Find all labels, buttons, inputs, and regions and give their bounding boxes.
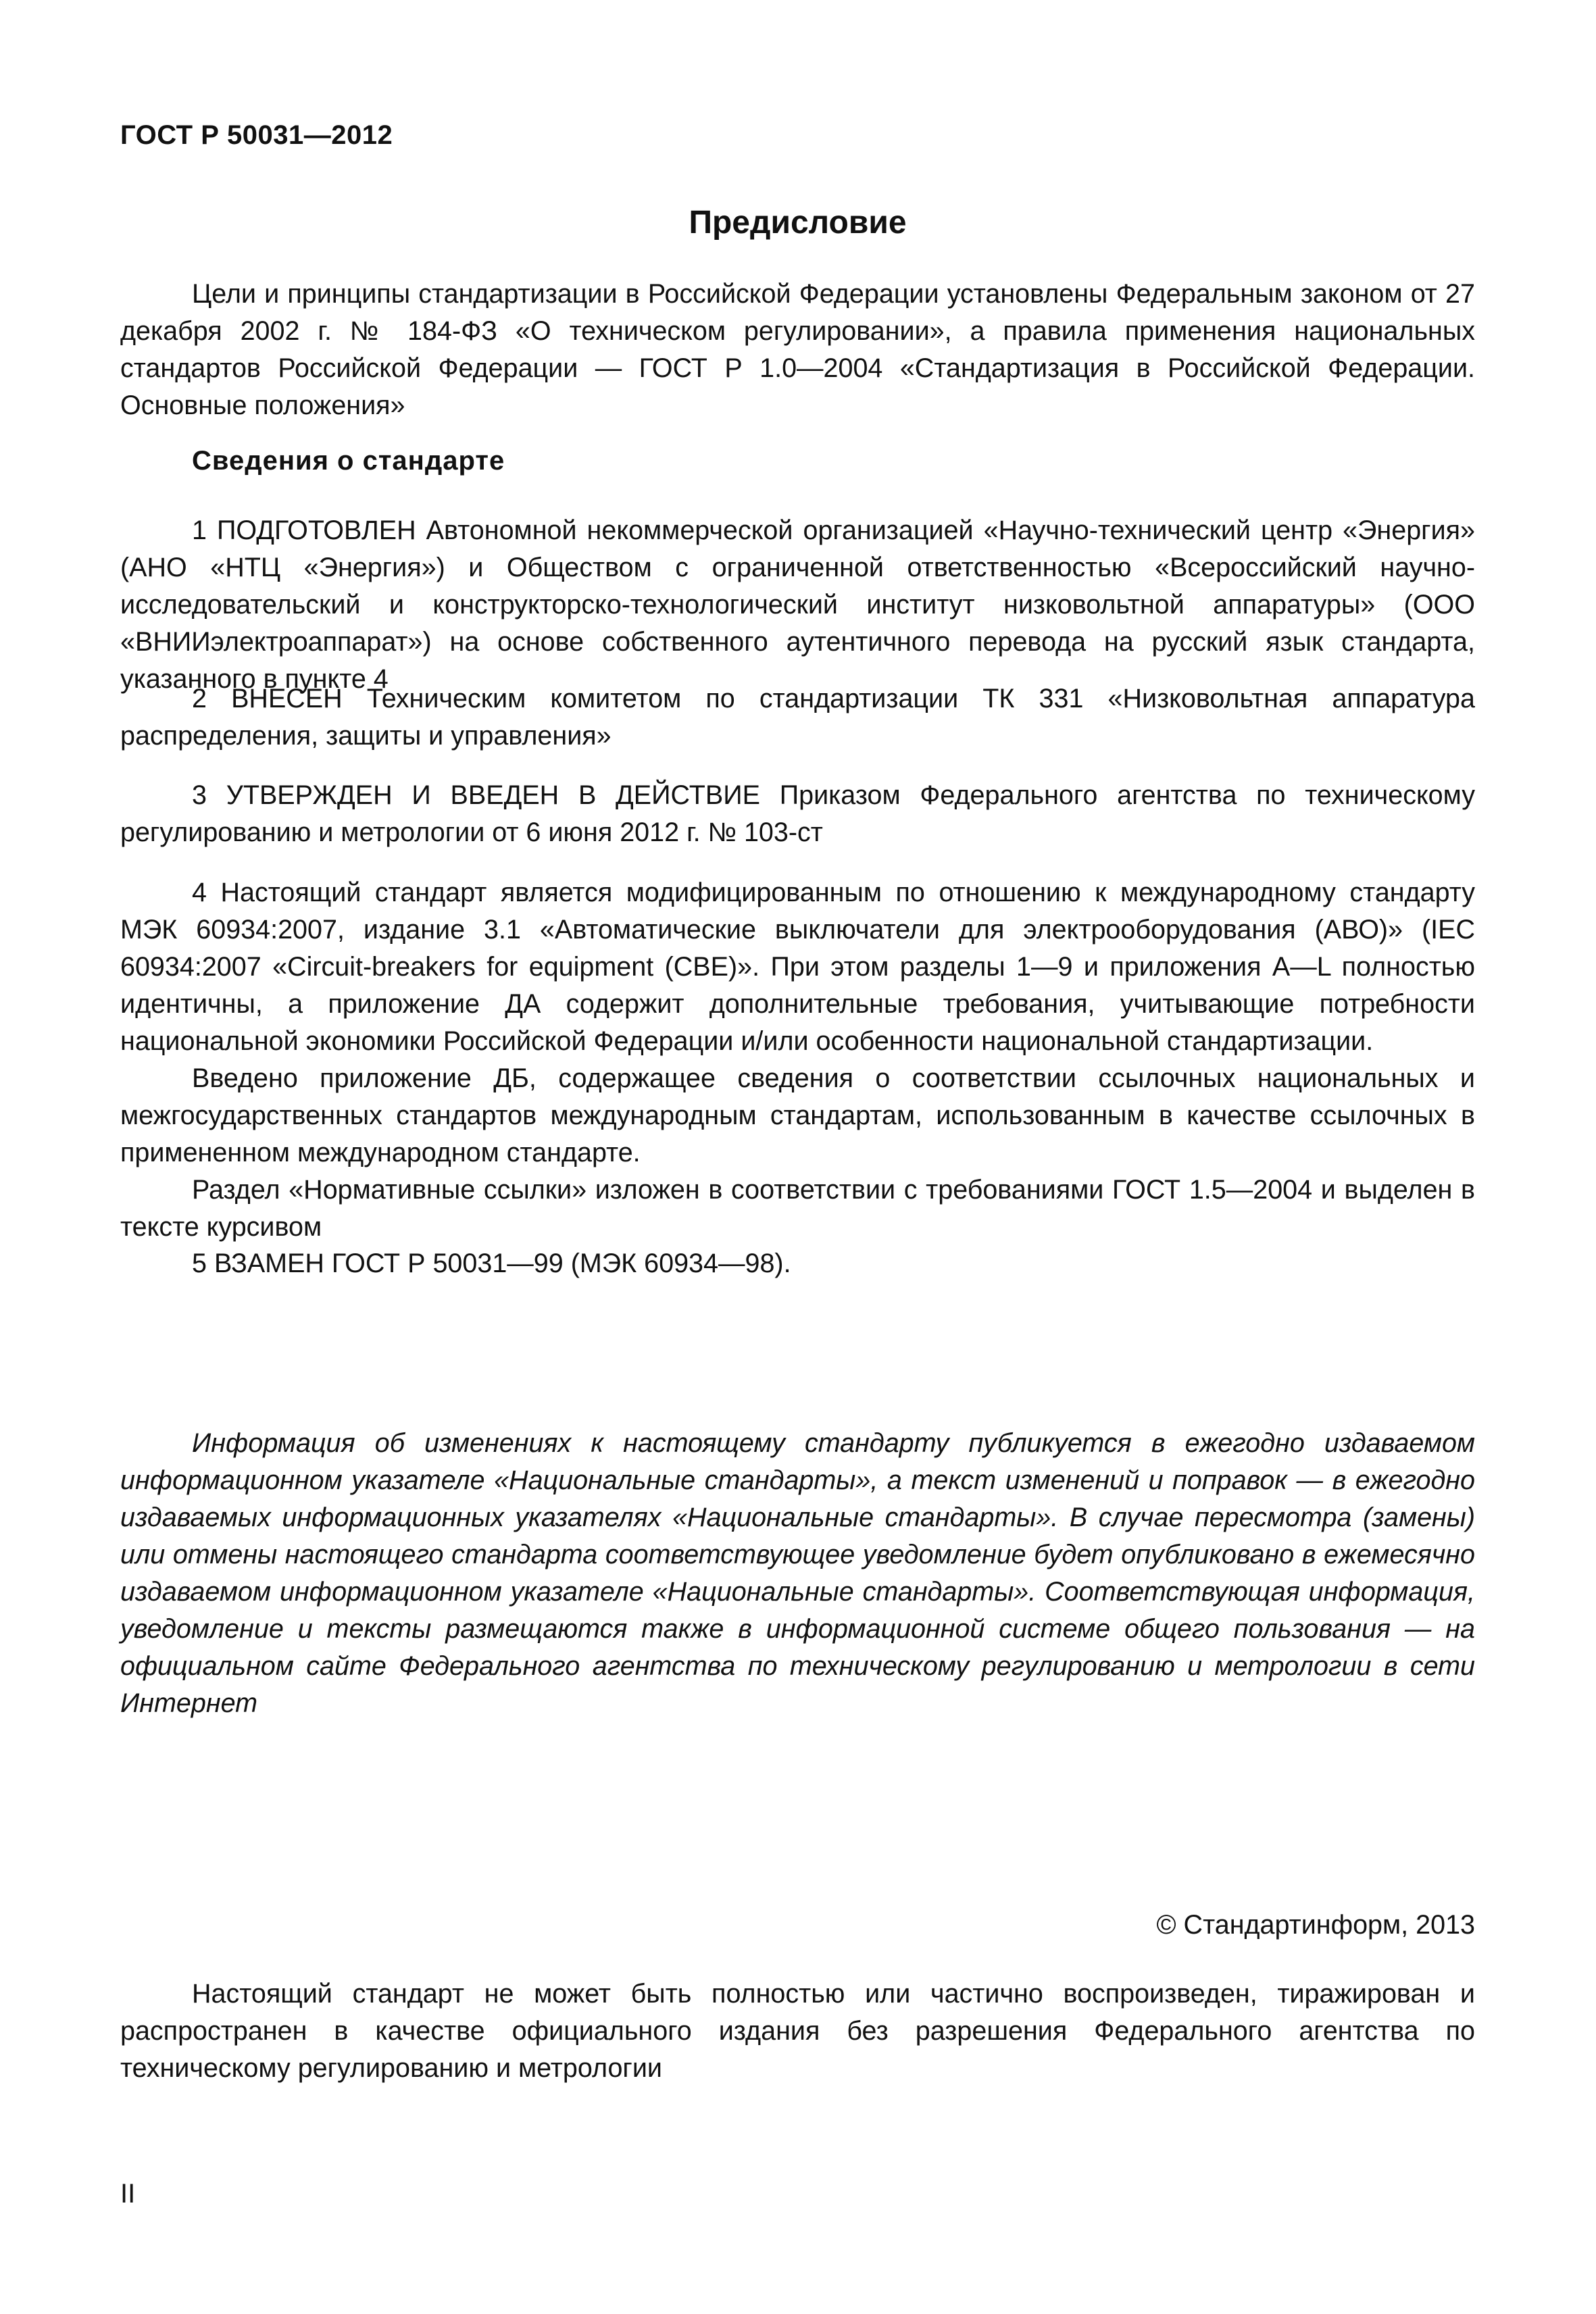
reproduction-notice xyxy=(120,1976,1475,2087)
item-3-text: 3 УТВЕРЖДЕН И ВВЕДЕН В ДЕЙСТВИЕ Приказом Федерального агентства по техническому регулированию и метрологии от 6 июня 2012 г. № 103-ст xyxy=(120,780,1475,847)
section-heading: Сведения о стандарте xyxy=(192,446,505,476)
item-2-text: 2 ВНЕСЕН Техническим комитетом по стандартизации ТК 331 «Низковольтная аппаратура распределения, защиты и управления» xyxy=(120,684,1475,751)
item-5 xyxy=(120,1245,1475,1282)
copyright-line: © Стандартинформ, 2013 xyxy=(1156,1910,1475,1940)
item-1 xyxy=(120,512,1475,698)
item-4 xyxy=(120,874,1475,1246)
item-5-text: 5 ВЗАМЕН ГОСТ Р 50031—99 (МЭК 60934—98). xyxy=(192,1249,791,1278)
item-3 xyxy=(120,777,1475,851)
item-2 xyxy=(120,680,1475,755)
page-number: II xyxy=(120,2179,136,2209)
item-1-text: 1 ПОДГОТОВЛЕН Автономной некоммерческой организацией «Научно-технический центр «Энергия» (АНО «НТЦ «Энергия») и Обществом с ограниченной ответственностью «Всероссийский научно-исследовательский и конструкторско-технологический институт низковольтной аппаратуры» (ООО «ВНИИэлектроаппарат») на основе собственного аутентичного перевода на русский язык стандарта, указанного в пункте 4 xyxy=(120,515,1475,694)
document-header: ГОСТ Р 50031—2012 xyxy=(120,120,393,150)
intro-paragraph xyxy=(120,276,1475,424)
changes-notice xyxy=(120,1425,1475,1722)
page-title: Предисловие xyxy=(689,205,907,241)
item-4-references-note: Раздел «Нормативные ссылки» изложен в соответствии с требованиями ГОСТ 1.5—2004 и выделен в тексте курсивом xyxy=(120,1175,1475,1242)
item-4-annex-note: Введено приложение ДБ, содержащее сведения о соответствии ссылочных национальных и межгосударственных стандартов международным стандартам, использованным в качестве ссылочных в примененном международном стандарте. xyxy=(120,1063,1475,1167)
changes-notice-text: Информация об изменениях к настоящему стандарту публикуется в ежегодно издаваемом информационном указателе «Национальные стандарты», а текст изменений и поправок — в ежегодно издаваемых информационных указателях «Национальные стандарты». В случае пересмотра (замены) или отмены настоящего стандарта соответствующее уведомление будет опубликовано в ежемесячно издаваемом информационном указателе «Национальные стандарты». Соответствующая информация, уведомление и тексты размещаются также в информационной системе общего пользования — на официальном сайте Федерального агентства по техническому регулированию и метрологии в сети Интернет xyxy=(120,1428,1475,1718)
item-4-text: 4 Настоящий стандарт является модифицированным по отношению к международному стандарту МЭК 60934:2007, издание 3.1 «Автоматические выключатели для электрооборудования (АВО)» (IEC 60934:2007 «Circuit-breakers for equipment (CBE)». При этом разделы 1—9 и приложения A—L полностью идентичны, а приложение ДА содержит дополнительные требования, учитывающие потребности национальной экономики Российской Федерации и/или особенности национальной стандартизации. xyxy=(120,878,1475,1056)
intro-text: Цели и принципы стандартизации в Российской Федерации установлены Федеральным законом от 27 декабря 2002 г. № 184-ФЗ «О техническом регулировании», а правила применения национальных стандартов Российской Федерации — ГОСТ Р 1.0—2004 «Стандартизация в Российской Федерации. Основные положения» xyxy=(120,279,1475,420)
reproduction-notice-text: Настоящий стандарт не может быть полностью или частично воспроизведен, тиражирован и распространен в качестве официального издания без разрешения Федерального агентства по техническому регулированию и метрологии xyxy=(120,1979,1475,2083)
